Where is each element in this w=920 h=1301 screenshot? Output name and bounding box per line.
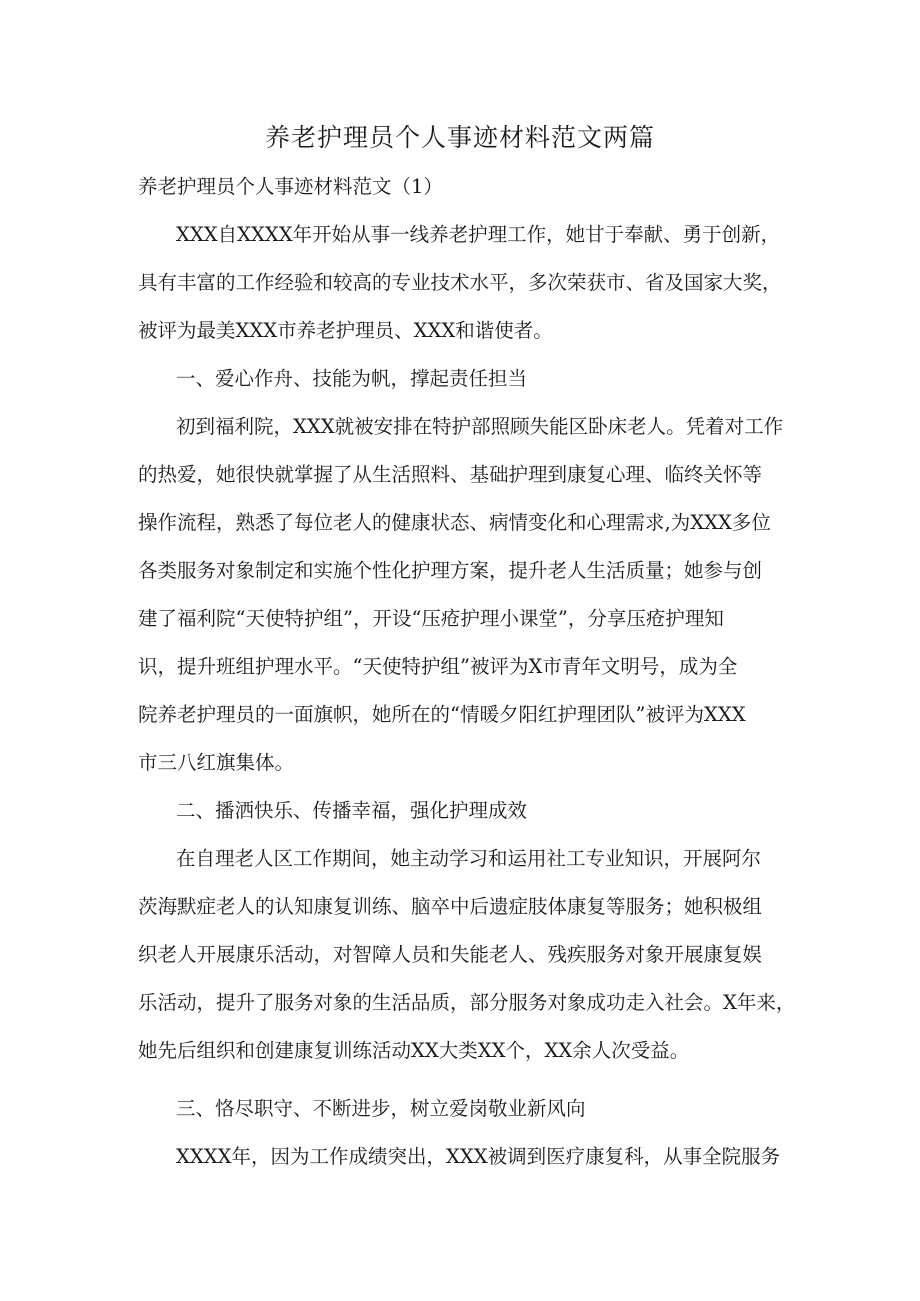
intro-line: 被评为最美XXX市养老护理员、XXX和谐使者。: [138, 319, 553, 342]
paragraph-line: 初到福利院，XXX就被安排在特护部照顾失能区卧床老人。凭着对工作: [176, 415, 784, 438]
paragraph-line: 在自理老人区工作期间，她主动学习和运用社工专业知识，开展阿尔: [176, 847, 762, 870]
paragraph-line: 茨海默症老人的认知康复训练、脑卒中后遗症肢体康复等服务；她积极组: [138, 895, 763, 918]
paragraph-line: 织老人开展康乐活动，对智障人员和失能老人、残疾服务对象开展康复娱: [138, 943, 763, 966]
paragraph-line: 市三八红旗集体。: [138, 751, 295, 774]
paragraph-line: XXXX年，因为工作成绩突出，XXX被调到医疗康复科，从事全院服务: [176, 1145, 781, 1168]
intro-line: XXX自XXXX年开始从事一线养老护理工作，她甘于奉献、勇于创新，: [176, 223, 781, 246]
section-heading: 三、恪尽职守、不断进步，树立爱岗敬业新风向: [176, 1097, 586, 1120]
paragraph-line: 建了福利院“天使特护组”，开设“压疮护理小课堂”，分享压疮护理知: [138, 607, 724, 630]
paragraph-line: 操作流程，熟悉了每位老人的健康状态、病情变化和心理需求,为XXX多位: [138, 511, 771, 534]
paragraph-line: 的热爱，她很快就掌握了从生活照料、基础护理到康复心理、临终关怀等: [138, 463, 763, 486]
document-subtitle: 养老护理员个人事迹材料范文（1）: [138, 175, 443, 198]
paragraph-line: 院养老护理员的一面旗帜，她所在的“情暖夕阳红护理团队”被评为XXX: [138, 703, 746, 726]
section-heading: 一、爱心作舟、技能为帆，撑起责任担当: [176, 367, 528, 390]
paragraph-line: 乐活动，提升了服务对象的生活品质，部分服务对象成功走入社会。X年来，: [138, 991, 796, 1014]
paragraph-line: 各类服务对象制定和实施个性化护理方案，提升老人生活质量；她参与创: [138, 559, 763, 582]
section-heading: 二、播洒快乐、传播幸福，强化护理成效: [176, 799, 528, 822]
document-title: 养老护理员个人事迹材料范文两篇: [264, 123, 655, 152]
intro-line: 具有丰富的工作经验和较高的专业技术水平，多次荣获市、省及国家大奖，: [138, 271, 782, 294]
paragraph-line: 识，提升班组护理水平。“天使特护组”被评为X市青年文明号，成为全: [138, 655, 738, 678]
paragraph-line: 她先后组织和创建康复训练活动XX大类XX个，XX余人次受益。: [138, 1039, 690, 1062]
